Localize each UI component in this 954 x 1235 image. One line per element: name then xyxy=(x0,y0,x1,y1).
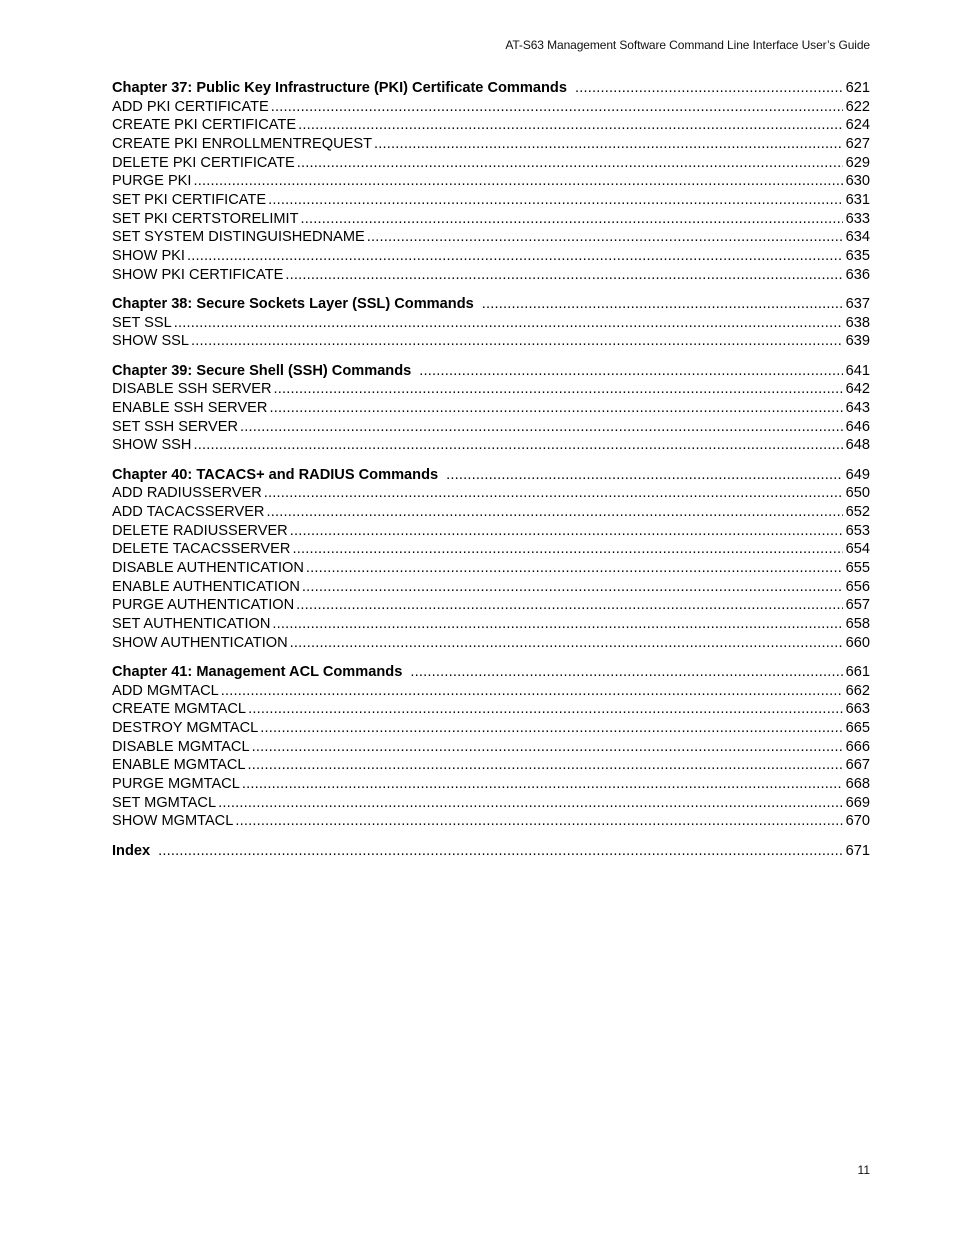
entry-title: CREATE PKI ENROLLMENTREQUEST xyxy=(112,136,373,153)
page-ref: 639 xyxy=(845,333,870,350)
entry-title: ADD TACACSSERVER xyxy=(112,503,265,520)
dot-leader xyxy=(264,484,843,503)
entry-title: SET MGMTACL xyxy=(112,794,217,811)
chapter-entry[interactable] xyxy=(112,466,870,485)
dot-leader xyxy=(306,559,843,578)
dot-leader xyxy=(272,615,842,634)
page-ref: 633 xyxy=(845,210,870,227)
dot-leader xyxy=(193,436,842,455)
toc-entry[interactable] xyxy=(112,775,870,794)
page-ref: 670 xyxy=(845,813,870,830)
dot-leader xyxy=(302,578,843,597)
page-ref: 652 xyxy=(845,503,870,520)
toc-section xyxy=(112,663,870,831)
dot-leader xyxy=(266,503,842,522)
toc-entry[interactable] xyxy=(112,615,870,634)
entry-title: ADD RADIUSSERVER xyxy=(112,485,262,502)
entry-title: SHOW SSH xyxy=(112,437,192,454)
toc-entry[interactable] xyxy=(112,116,870,135)
page-ref: 638 xyxy=(845,314,870,331)
dot-leader xyxy=(301,210,843,229)
dot-leader xyxy=(268,191,843,210)
toc-entry[interactable] xyxy=(112,559,870,578)
page-ref: 669 xyxy=(845,794,870,811)
chapter-entry[interactable] xyxy=(112,663,870,682)
chapter-title: Chapter 41: Management ACL Commands xyxy=(112,663,403,680)
toc-entry[interactable] xyxy=(112,682,870,701)
dot-leader xyxy=(260,719,842,738)
entry-title: DISABLE MGMTACL xyxy=(112,738,250,755)
entry-title: SHOW PKI CERTIFICATE xyxy=(112,266,284,283)
toc-entry[interactable] xyxy=(112,210,870,229)
toc-section xyxy=(112,79,870,285)
dot-leader xyxy=(575,79,843,98)
toc-entry[interactable] xyxy=(112,634,870,653)
dot-leader xyxy=(274,380,843,399)
chapter-title: Index xyxy=(112,842,151,859)
dot-leader xyxy=(410,663,842,682)
entry-title: PURGE MGMTACL xyxy=(112,776,240,793)
toc-entry[interactable] xyxy=(112,98,870,117)
entry-title: DELETE RADIUSSERVER xyxy=(112,522,288,539)
chapter-title: Chapter 39: Secure Shell (SSH) Commands xyxy=(112,362,412,379)
dot-leader xyxy=(298,116,843,135)
page-ref: 667 xyxy=(845,757,870,774)
page-ref: 658 xyxy=(845,616,870,633)
dot-leader xyxy=(290,634,843,653)
toc-section xyxy=(112,295,870,351)
entry-title: ADD MGMTACL xyxy=(112,682,219,699)
toc-entry[interactable] xyxy=(112,436,870,455)
entry-title: SHOW AUTHENTICATION xyxy=(112,634,288,651)
dot-leader xyxy=(292,540,842,559)
toc-entry[interactable] xyxy=(112,191,870,210)
page-ref: 656 xyxy=(845,578,870,595)
dot-leader xyxy=(296,596,842,615)
entry-title: SET SSL xyxy=(112,314,172,331)
page-ref: 636 xyxy=(845,266,870,283)
toc-entry[interactable] xyxy=(112,503,870,522)
dot-leader xyxy=(482,295,843,314)
page-ref: 649 xyxy=(845,466,870,483)
entry-title: SET PKI CERTIFICATE xyxy=(112,192,267,209)
toc-entry[interactable] xyxy=(112,522,870,541)
entry-title: CREATE MGMTACL xyxy=(112,701,247,718)
dot-leader xyxy=(248,756,843,775)
page-ref: 661 xyxy=(845,663,870,680)
page-ref: 627 xyxy=(845,136,870,153)
dot-leader xyxy=(174,314,843,333)
dot-leader xyxy=(191,332,843,351)
toc-entry[interactable] xyxy=(112,380,870,399)
dot-leader xyxy=(252,738,843,757)
entry-title: DESTROY MGMTACL xyxy=(112,719,259,736)
entry-title: ENABLE MGMTACL xyxy=(112,757,246,774)
page-ref: 653 xyxy=(845,522,870,539)
toc-entry[interactable] xyxy=(112,229,870,248)
entry-title: DELETE TACACSSERVER xyxy=(112,541,291,558)
dot-leader xyxy=(290,522,843,541)
page-ref: 630 xyxy=(845,173,870,190)
dot-leader xyxy=(248,700,843,719)
toc-entry[interactable] xyxy=(112,596,870,615)
page-ref: 629 xyxy=(845,154,870,171)
toc-entry[interactable] xyxy=(112,738,870,757)
table-of-contents xyxy=(112,79,870,871)
entry-title: ADD PKI CERTIFICATE xyxy=(112,98,269,115)
dot-leader xyxy=(271,98,843,117)
dot-leader xyxy=(297,154,843,173)
toc-entry[interactable] xyxy=(112,756,870,775)
dot-leader xyxy=(218,794,843,813)
entry-title: ENABLE AUTHENTICATION xyxy=(112,578,300,595)
toc-entry[interactable] xyxy=(112,332,870,351)
entry-title: SET PKI CERTSTORELIMIT xyxy=(112,210,299,227)
toc-entry[interactable] xyxy=(112,418,870,437)
page-ref: 655 xyxy=(845,559,870,576)
toc-entry[interactable] xyxy=(112,578,870,597)
toc-entry[interactable] xyxy=(112,794,870,813)
dot-leader xyxy=(240,418,843,437)
dot-leader xyxy=(269,399,842,418)
toc-entry[interactable] xyxy=(112,135,870,154)
toc-entry[interactable] xyxy=(112,812,870,831)
toc-entry[interactable] xyxy=(112,700,870,719)
page-ref: 668 xyxy=(845,776,870,793)
entry-title: CREATE PKI CERTIFICATE xyxy=(112,117,297,134)
page-ref: 621 xyxy=(845,79,870,96)
toc-section xyxy=(112,466,870,653)
toc-section xyxy=(112,842,870,861)
toc-section xyxy=(112,362,870,455)
toc-entry[interactable] xyxy=(112,247,870,266)
page-ref: 624 xyxy=(845,117,870,134)
dot-leader xyxy=(242,775,843,794)
entry-title: SHOW MGMTACL xyxy=(112,813,234,830)
dot-leader xyxy=(367,229,843,248)
running-header: AT-S63 Management Software Command Line Interface User’s Guide xyxy=(505,38,870,52)
page-ref: 648 xyxy=(845,437,870,454)
chapter-title: Chapter 40: TACACS+ and RADIUS Commands xyxy=(112,466,439,483)
entry-title: DELETE PKI CERTIFICATE xyxy=(112,154,295,171)
toc-entry[interactable] xyxy=(112,266,870,285)
dot-leader xyxy=(221,682,843,701)
dot-leader xyxy=(419,362,842,381)
page-ref: 642 xyxy=(845,381,870,398)
page-ref: 663 xyxy=(845,701,870,718)
entry-title: ENABLE SSH SERVER xyxy=(112,399,268,416)
dot-leader xyxy=(235,812,842,831)
chapter-entry[interactable] xyxy=(112,295,870,314)
dot-leader xyxy=(187,247,843,266)
toc-entry[interactable] xyxy=(112,399,870,418)
toc-entry[interactable] xyxy=(112,154,870,173)
entry-title: SET SSH SERVER xyxy=(112,418,238,435)
page-ref: 641 xyxy=(845,362,870,379)
entry-title: DISABLE SSH SERVER xyxy=(112,381,272,398)
chapter-entry[interactable] xyxy=(112,842,870,861)
toc-entry[interactable] xyxy=(112,314,870,333)
page-ref: 660 xyxy=(845,634,870,651)
entry-title: SET SYSTEM DISTINGUISHEDNAME xyxy=(112,229,365,246)
dot-leader xyxy=(285,266,842,285)
page-ref: 666 xyxy=(845,738,870,755)
toc-entry[interactable] xyxy=(112,719,870,738)
page-ref: 631 xyxy=(845,192,870,209)
chapter-title: Chapter 38: Secure Sockets Layer (SSL) Commands xyxy=(112,296,474,313)
chapter-entry[interactable] xyxy=(112,79,870,98)
entry-title: SHOW SSL xyxy=(112,333,190,350)
page-ref: 637 xyxy=(845,296,870,313)
dot-leader xyxy=(193,172,842,191)
page-ref: 665 xyxy=(845,719,870,736)
entry-title: PURGE PKI xyxy=(112,173,192,190)
page-ref: 634 xyxy=(845,229,870,246)
page-ref: 635 xyxy=(845,248,870,265)
dot-leader xyxy=(158,842,843,861)
page-number: 11 xyxy=(857,1163,870,1177)
chapter-entry[interactable] xyxy=(112,362,870,381)
page-ref: 662 xyxy=(845,682,870,699)
dot-leader xyxy=(446,466,843,485)
page-ref: 643 xyxy=(845,399,870,416)
page-ref: 650 xyxy=(845,485,870,502)
page-ref: 622 xyxy=(845,98,870,115)
page-ref: 646 xyxy=(845,418,870,435)
page-ref: 671 xyxy=(845,842,870,859)
toc-entry[interactable] xyxy=(112,540,870,559)
toc-entry[interactable] xyxy=(112,172,870,191)
dot-leader xyxy=(374,135,843,154)
entry-title: DISABLE AUTHENTICATION xyxy=(112,559,304,576)
chapter-title: Chapter 37: Public Key Infrastructure (PKI) Certificate Commands xyxy=(112,79,567,96)
entry-title: SHOW PKI xyxy=(112,248,185,265)
entry-title: SET AUTHENTICATION xyxy=(112,616,271,633)
toc-entry[interactable] xyxy=(112,484,870,503)
page-ref: 654 xyxy=(845,541,870,558)
entry-title: PURGE AUTHENTICATION xyxy=(112,597,295,614)
page-ref: 657 xyxy=(845,597,870,614)
